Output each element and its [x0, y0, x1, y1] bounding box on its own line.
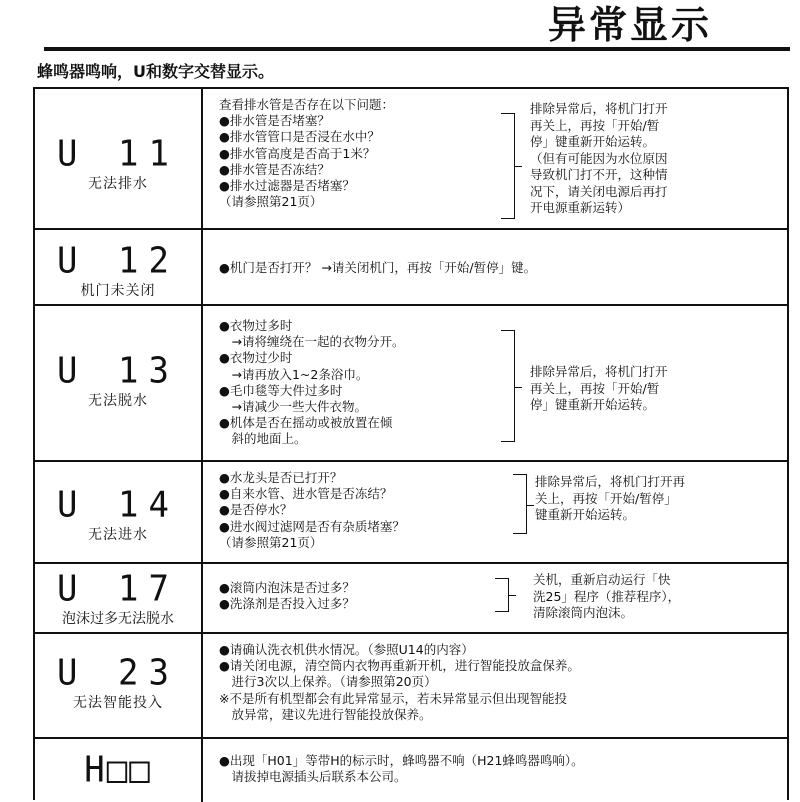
check-line: ●排水管是否冻结？	[219, 161, 330, 177]
remedy-text	[533, 572, 680, 622]
check-line: ●机门是否打开？ →请关闭机门，再按「开始/暂停」键。	[219, 260, 537, 275]
check-line: ※不是所有机型都会有此异常显示，若未异常显示但出现智能投	[219, 690, 567, 706]
bracket	[495, 578, 509, 612]
check-list	[219, 753, 584, 785]
remedy-line: 再关上，再按「开始/暂	[530, 117, 660, 133]
table-row-u13	[35, 306, 787, 462]
remedy-text	[530, 364, 668, 414]
check-line: ●洗涤剂是否投入过多？	[219, 596, 355, 612]
remedy-line: 关机，重新启动运行「快	[533, 572, 671, 587]
table-row-u11	[35, 89, 787, 230]
remedy-line: 开电源重新运转）	[530, 200, 631, 215]
remedy-line: 关上，再按「开始/暂停」	[535, 490, 677, 506]
error-code: U 11	[57, 133, 179, 175]
error-label: 无法进水	[88, 527, 148, 543]
table-row-u17	[35, 564, 787, 634]
check-line: ●排水过滤器是否堵塞？	[219, 178, 355, 194]
error-code: H□□	[84, 749, 152, 791]
bracket	[501, 113, 515, 219]
check-line: ●是否停水？	[219, 502, 293, 518]
table-row-u14	[35, 462, 787, 564]
check-line: 进行3次以上保养。（请参照第20页）	[219, 674, 437, 690]
error-label: 无法脱水	[88, 393, 148, 409]
check-line: ●水龙头是否已打开？	[219, 470, 343, 485]
code-cell	[35, 230, 203, 304]
table-row-u12	[35, 230, 787, 306]
remedy-line: 洗25」程序（推荐程序），	[533, 588, 681, 604]
error-code: U 13	[57, 350, 179, 392]
error-code: U 23	[57, 652, 179, 694]
bracket	[501, 330, 515, 442]
check-line: ●机体是否在摇动或被放置在倾	[219, 415, 393, 431]
error-label: 无法智能投入	[73, 695, 163, 711]
check-line: 斜的地面上。	[219, 431, 307, 447]
remedy-line: （但有可能因为水位原因	[530, 150, 668, 166]
check-list	[219, 580, 355, 612]
table-row-u23	[35, 634, 787, 739]
remedy-line: 停」键重新开始运转。	[530, 134, 656, 149]
check-list	[219, 642, 580, 723]
remedy-line: 排除异常后，将机门打开	[530, 364, 668, 379]
table-row-h	[35, 739, 787, 802]
remedy-line: 停」键重新开始运转。	[530, 397, 656, 412]
check-line: ●请关闭电源，清空筒内衣物再重新开机，进行智能投放盒保养。	[219, 658, 580, 674]
remedy-line: 排除异常后，将机门打开	[530, 101, 668, 116]
check-line: 请拔掉电源插头后联系本公司。	[219, 769, 407, 785]
error-code: U 17	[57, 568, 179, 610]
check-line: 放异常，建议先进行智能投放保养。	[219, 706, 432, 722]
check-line: ●出现「H01」等带H的标示时，蜂鸣器不响（H21蜂鸣器鸣响）。	[219, 753, 584, 768]
check-line: ●请确认洗衣机供水情况。（参照U14的内容）	[219, 642, 474, 657]
check-list	[219, 318, 404, 448]
bracket	[513, 474, 527, 534]
code-cell	[35, 462, 203, 562]
remedy-line: 键重新开始运转。	[535, 507, 636, 522]
check-list	[219, 260, 536, 276]
remedy-text	[530, 101, 668, 217]
error-display-table	[33, 87, 789, 800]
check-line: （请参照第21页）	[219, 534, 323, 550]
remedy-line: 清除滚筒内泡沫。	[533, 605, 634, 620]
check-line: ●毛巾毯等大件过多时	[219, 382, 343, 398]
check-line: ●排水管高度是否高于1米？	[219, 145, 376, 161]
code-cell	[35, 634, 203, 737]
check-line: →请将缠绕在一起的衣物分开。	[219, 334, 405, 350]
check-line: ●衣物过少时	[219, 350, 293, 366]
remedy-line: 导致机门打不开，这种情	[530, 167, 668, 182]
code-cell	[35, 89, 203, 228]
check-line: ●滚筒内泡沫是否过多？	[219, 580, 355, 595]
check-line: ●排水管是否堵塞？	[219, 113, 330, 129]
title-divider	[44, 47, 790, 51]
error-code: U 12	[57, 240, 179, 282]
code-cell	[35, 739, 203, 802]
check-line: →请减少一些大件衣物。	[219, 399, 367, 415]
remedy-line: 再关上，再按「开始/暂	[530, 380, 660, 396]
error-label: 机门未关闭	[80, 283, 156, 299]
code-cell	[35, 564, 203, 632]
check-line: （请参照第21页）	[219, 194, 323, 210]
check-list	[219, 97, 394, 210]
remedy-line: 排除异常后，将机门打开再	[535, 474, 686, 489]
error-code: U 14	[57, 484, 179, 526]
remedy-line: 况下，请关闭电源后再打	[530, 183, 668, 199]
check-line: ●排水管管口是否浸在水中？	[219, 129, 380, 145]
section-subtitle: 蜂鸣器鸣响，U和数字交替显示。	[37, 62, 274, 81]
check-line: ●自来水管、进水管是否冻结？	[219, 486, 393, 502]
check-line: ●衣物过多时	[219, 318, 293, 333]
check-list	[219, 470, 405, 551]
code-cell	[35, 306, 203, 460]
remedy-text	[535, 474, 685, 524]
error-label: 泡沫过多无法脱水	[62, 611, 174, 627]
page-title: 异常显示	[548, 3, 713, 47]
check-line: ●进水阀过滤网是否有杂质堵塞？	[219, 518, 405, 534]
check-line: 查看排水管是否存在以下问题：	[219, 97, 395, 112]
check-line: →请再放入1~2条浴巾。	[219, 366, 369, 382]
error-label: 无法排水	[88, 176, 148, 192]
